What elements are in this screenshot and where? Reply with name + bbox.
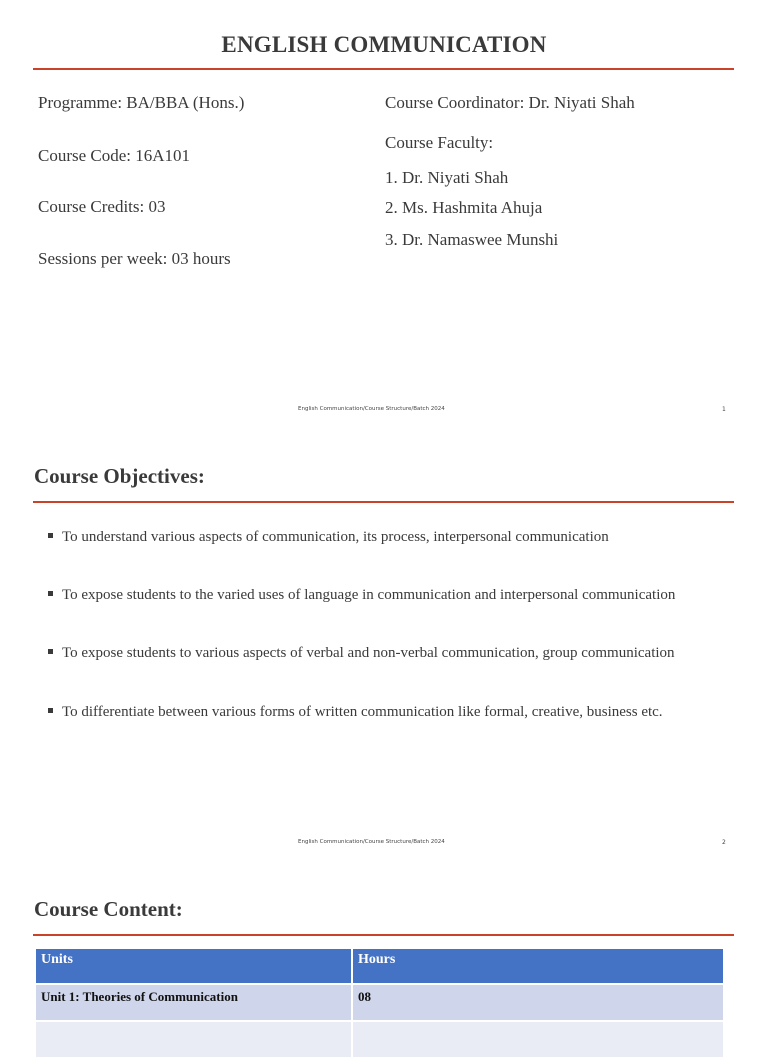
objectives-divider: [33, 501, 734, 503]
page-number: 1: [722, 406, 726, 413]
page-title: ENGLISH COMMUNICATION: [221, 32, 547, 57]
objective-text: To expose students to the varied uses of language in communication and interpersonal communication: [62, 587, 676, 603]
faculty-item: 2. Ms. Hashmita Ahuja: [385, 198, 543, 217]
content-divider: [33, 934, 734, 936]
faculty-item: 1. Dr. Niyati Shah: [385, 168, 509, 187]
objective-item: [48, 529, 609, 546]
content-heading: Course Content:: [34, 897, 183, 921]
table-row-partial: [36, 1022, 723, 1057]
table-cell-hours: 08: [353, 985, 723, 1020]
objective-item: [48, 645, 675, 662]
table-header-row: [36, 949, 723, 983]
sessions-text: Sessions per week: 03 hours: [38, 249, 231, 268]
faculty-item: 3. Dr. Namaswee Munshi: [385, 230, 559, 249]
coordinator-text: Course Coordinator: Dr. Niyati Shah: [385, 93, 635, 112]
title-divider: [33, 68, 734, 70]
page-number: 2: [722, 839, 726, 846]
slide-footer: English Communication/Course Structure/Batch 2024: [298, 406, 445, 412]
faculty-label: Course Faculty:: [385, 133, 494, 152]
bullet-icon: [48, 591, 53, 596]
table-cell-unit: Unit 1: Theories of Communication: [36, 985, 351, 1020]
objectives-heading: Course Objectives:: [34, 464, 205, 488]
programme-text: Programme: BA/BBA (Hons.): [38, 93, 245, 112]
objective-item: [48, 587, 675, 604]
course-content-table: [34, 947, 725, 1059]
slide-footer: English Communication/Course Structure/Batch 2024: [298, 839, 445, 845]
objective-item: [48, 704, 663, 721]
objective-text: To expose students to various aspects of verbal and non-verbal communication, group communication: [62, 645, 675, 661]
table-header-units: Units: [36, 949, 351, 983]
table-row: [36, 985, 723, 1020]
course-code-text: Course Code: 16A101: [38, 146, 191, 165]
bullet-icon: [48, 533, 53, 538]
course-credits-text: Course Credits: 03: [38, 197, 166, 216]
table-cell-unit: [36, 1022, 351, 1057]
objective-text: To differentiate between various forms of written communication like formal, creative, business etc.: [62, 704, 663, 720]
objective-text: To understand various aspects of communication, its process, interpersonal communication: [62, 529, 609, 545]
bullet-icon: [48, 649, 53, 654]
table-header-hours: Hours: [353, 949, 723, 983]
table-cell-hours: [353, 1022, 723, 1057]
bullet-icon: [48, 708, 53, 713]
